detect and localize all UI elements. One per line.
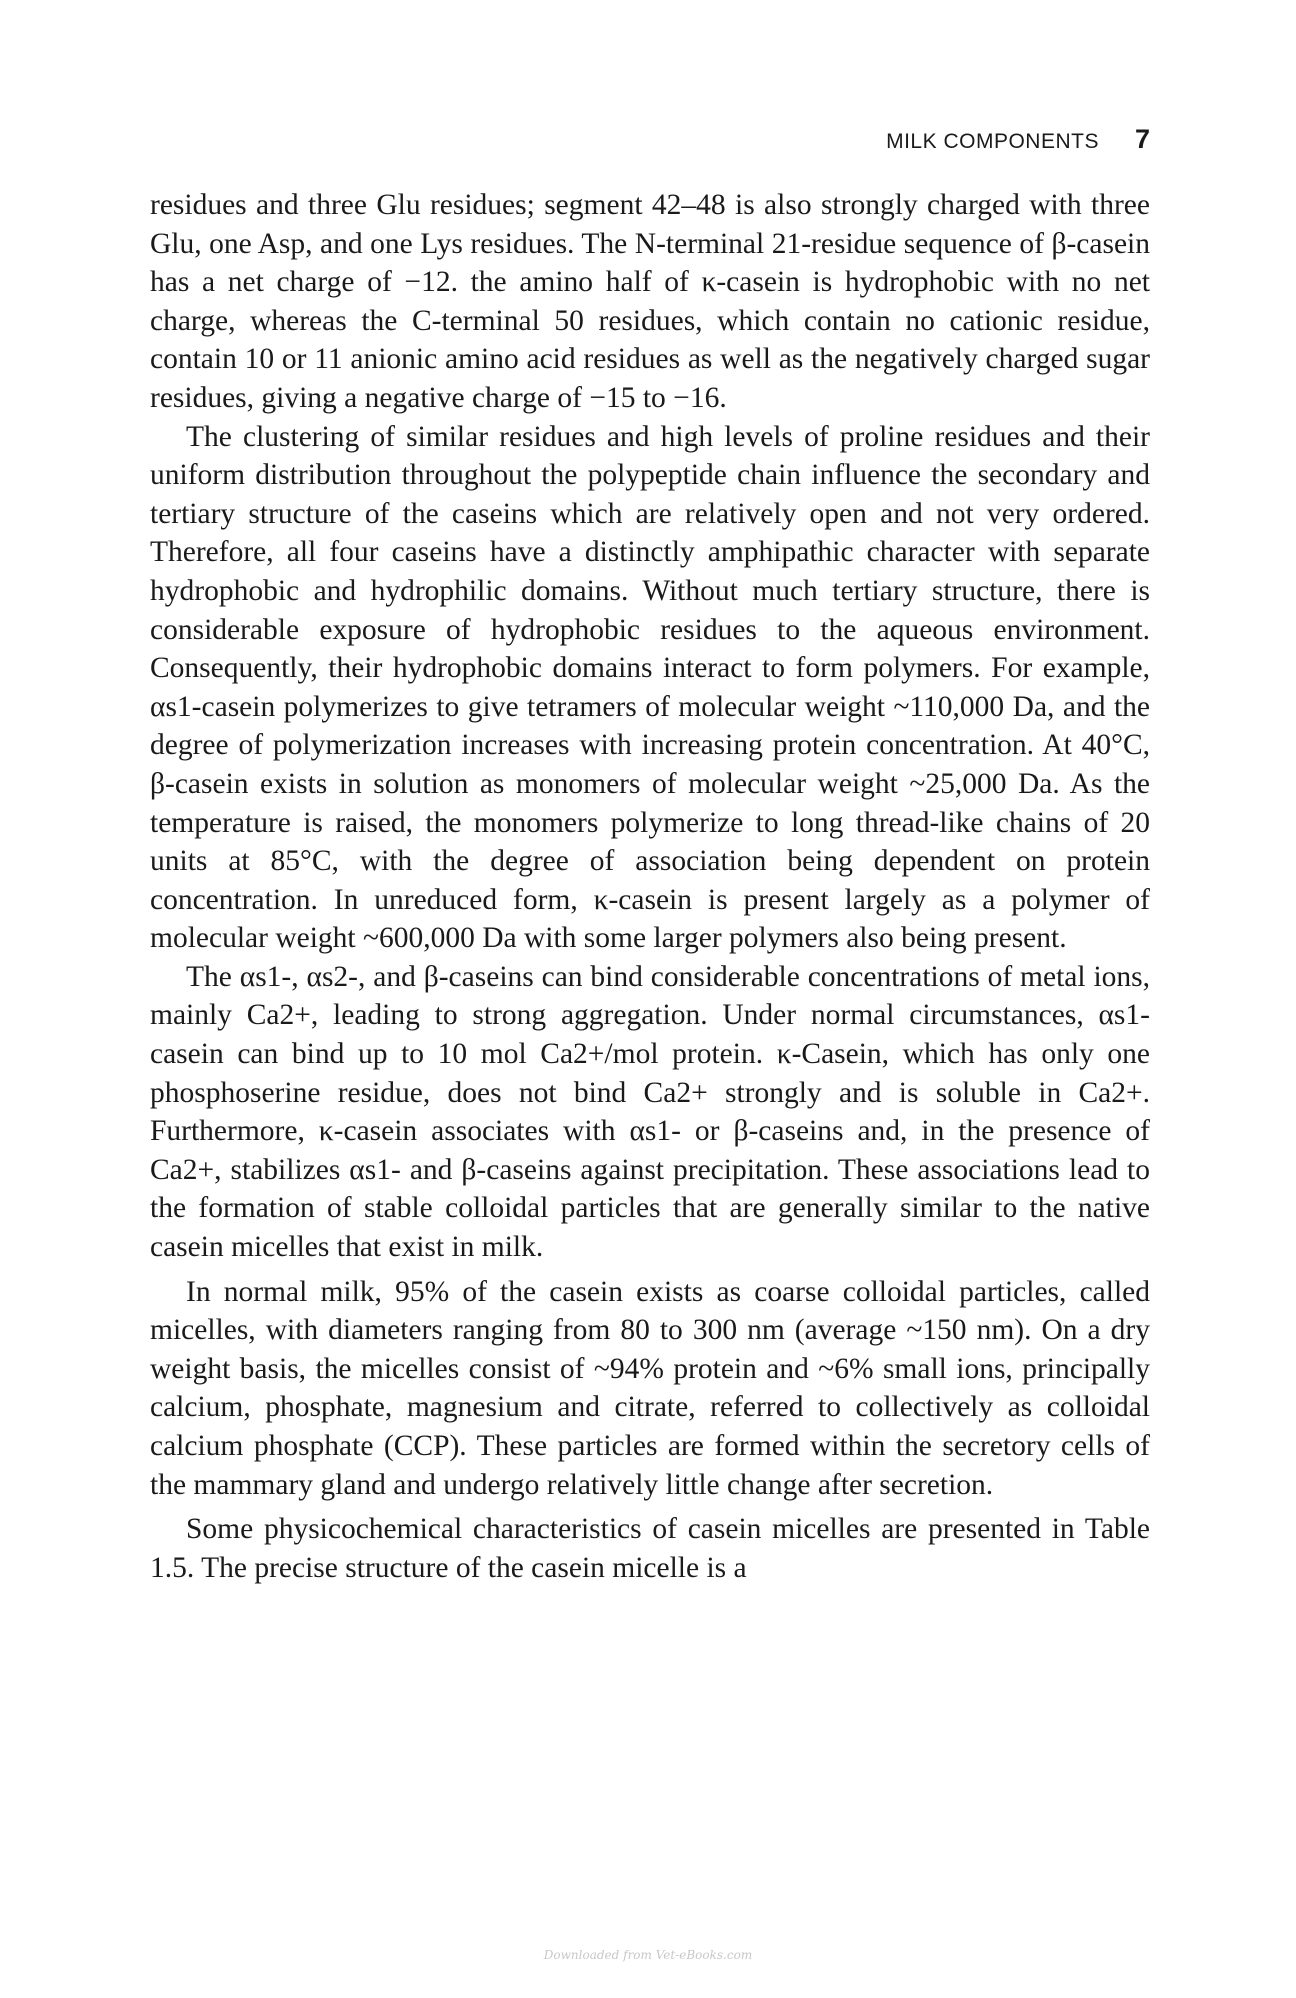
paragraph-2: The clustering of similar residues and high levels of proline residues and their uniform distribution throughout the polypeptide chain influence the secondary and tertiary structure of the caseins which are relatively open and not very ordered. Therefore, all four caseins have a distinctly amphipathic character with separate hydrophobic and hydrophilic domains. Without much tertiary structure, there is considerable exposure of hydrophobic residues to the aqueous environment. Consequently, their hydrophobic domains interact to form polymers. For example, αs1-casein polymerizes to give tetramers of molecular weight ~110,000 Da, and the degree of polymerization increases with increasing protein concentration. At 40°C, β-casein exists in solution as monomers of molecular weight ~25,000 Da. As the temperature is raised, the monomers polymerize to long thread-like chains of 20 units at 85°C, with the degree of association being dependent on protein concentration. In unreduced form, κ-casein is present largely as a polymer of molecular weight ~600,000 Da with some larger polymers also being present.: [150, 420, 1150, 955]
paragraph-4: In normal milk, 95% of the casein exists as coarse colloidal particles, called micelles, with diameters ranging from 80 to 300 nm (average ~150 nm). On a dry weight basis, the micelles consist of ~94% protein and ~6% small ions, principally calcium, phosphate, magnesium and citrate, referred to collectively as colloidal calcium phosphate (CCP). These particles are formed within the secretory cells of the mammary gland and undergo relatively little change after secretion.: [150, 1275, 1150, 1501]
paragraph-1: residues and three Glu residues; segment 42–48 is also strongly charged with three Glu, one Asp, and one Lys residues. The N-terminal 21-residue sequence of β-casein has a net charge of −12. the amino half of κ-casein is hydrophobic with no net charge, whereas the C-terminal 50 residues, which contain no cationic residue, contain 10 or 11 anionic amino acid residues as well as the negatively charged sugar residues, giving a negative charge of −15 to −16.: [150, 189, 1150, 414]
section-title: MILK COMPONENTS: [886, 130, 1099, 153]
paragraph-5: Some physicochemical characteristics of casein micelles are presented in Table 1.5. The precise structure of the casein micelle is a: [150, 1513, 1150, 1584]
paragraph-3: The αs1-, αs2-, and β-caseins can bind considerable concentrations of metal ions, mainly Ca2+, leading to strong aggregation. Under normal circumstances, αs1-casein can bind up to 10 mol Ca2+/mol protein. κ-Casein, which has only one phosphoserine residue, does not bind Ca2+ strongly and is soluble in Ca2+. Furthermore, κ-casein associates with αs1- or β-caseins and, in the presence of Ca2+, stabilizes αs1- and β-caseins against precipitation. These associations lead to the formation of stable colloidal particles that are generally similar to the native casein micelles that exist in milk.: [150, 960, 1150, 1264]
running-header: [150, 124, 1150, 155]
download-watermark: Downloaded from Vet-eBooks.com: [543, 1948, 753, 1962]
page-number: 7: [1134, 124, 1150, 154]
body-text: [150, 186, 1150, 1587]
